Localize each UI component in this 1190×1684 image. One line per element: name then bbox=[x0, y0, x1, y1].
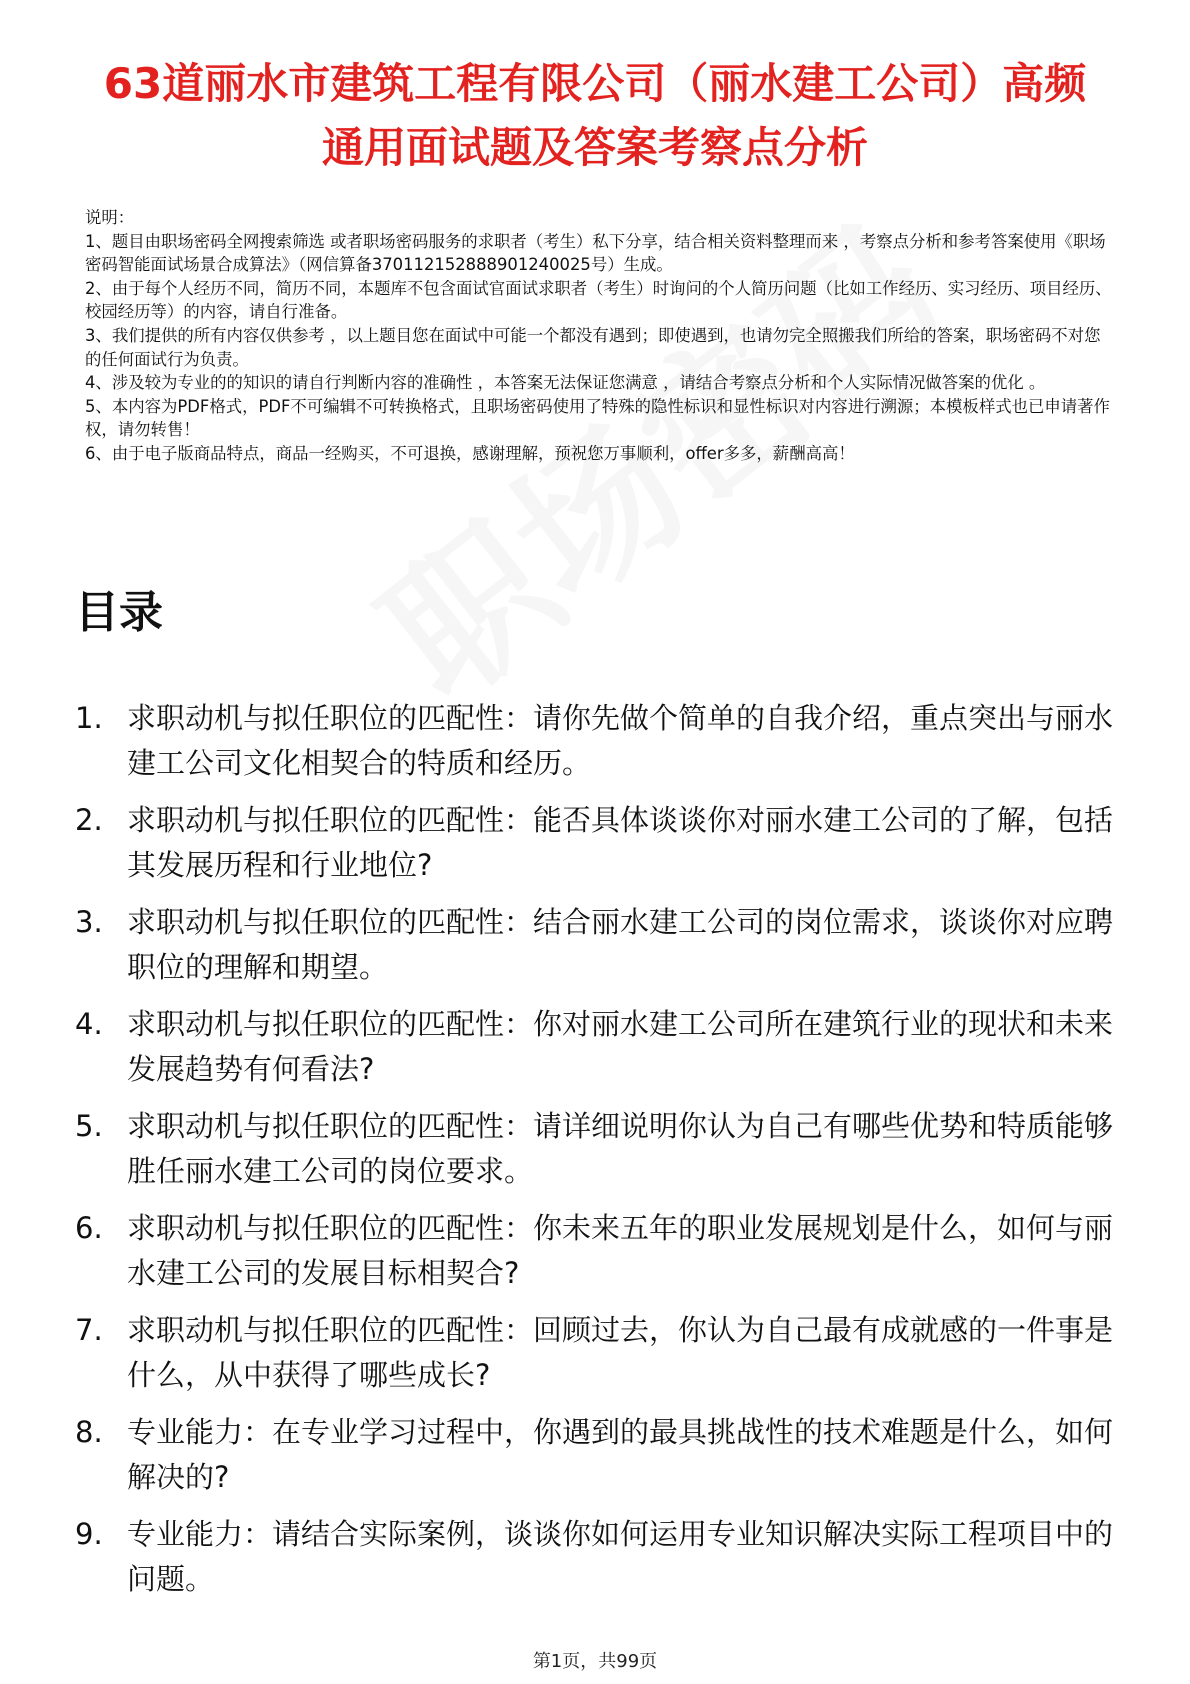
document-title: 63道丽水市建筑工程有限公司（丽水建工公司）高频通用面试题及答案考察点分析 bbox=[103, 59, 1087, 172]
note-item: 2、由于每个人经历不同，简历不同，本题库不包含面试官面试求职者（考生）时询问的个人简历问题（比如工作经历、实习经历、项目经历、校园经历等）的内容，请自行准备。 bbox=[85, 278, 1112, 322]
toc-item-text: 求职动机与拟任职位的匹配性：你未来五年的职业发展规划是什么，如何与丽水建工公司的发展目标相契合? bbox=[127, 1211, 1114, 1290]
toc-item[interactable] bbox=[75, 1206, 1115, 1296]
toc-item-text: 专业能力：请结合实际案例，谈谈你如何运用专业知识解决实际工程项目中的问题。 bbox=[127, 1517, 1114, 1596]
toc-item[interactable] bbox=[75, 1104, 1115, 1194]
toc-item-number: 3. bbox=[75, 905, 103, 939]
toc-item[interactable] bbox=[75, 798, 1115, 888]
toc-item-text: 求职动机与拟任职位的匹配性：能否具体谈谈你对丽水建工公司的了解，包括其发展历程和行业地位? bbox=[127, 803, 1114, 882]
toc-item[interactable] bbox=[75, 1512, 1115, 1602]
toc-item-number: 7. bbox=[75, 1313, 103, 1347]
note-item: 6、由于电子版商品特点，商品一经购买，不可退换，感谢理解，预祝您万事顺利，offer多多，薪酬高高！ bbox=[85, 443, 855, 463]
notes-heading: 说明： bbox=[85, 208, 135, 227]
toc-heading: 目录 bbox=[75, 587, 163, 638]
toc-item[interactable] bbox=[75, 696, 1115, 786]
toc-item-number: 2. bbox=[75, 803, 103, 837]
note-item: 5、本内容为PDF格式，PDF不可编辑不可转换格式，且职场密码使用了特殊的隐性标识和显性标识对内容进行溯源；本模板样式也已申请著作权，请勿转售！ bbox=[85, 396, 1110, 440]
toc-item-text: 求职动机与拟任职位的匹配性：你对丽水建工公司所在建筑行业的现状和未来发展趋势有何看法? bbox=[127, 1007, 1114, 1086]
toc-item-text: 求职动机与拟任职位的匹配性：请详细说明你认为自己有哪些优势和特质能够胜任丽水建工公司的岗位要求。 bbox=[127, 1109, 1114, 1188]
toc-item[interactable] bbox=[75, 900, 1115, 990]
toc-item-text: 专业能力：在专业学习过程中，你遇到的最具挑战性的技术难题是什么，如何解决的? bbox=[127, 1415, 1114, 1494]
page-footer: 第1页，共99页 bbox=[532, 1651, 658, 1672]
notes-section bbox=[85, 206, 1115, 466]
note-item: 4、涉及较为专业的的知识的请自行判断内容的准确性 ，本答案无法保证您满意 ，请结合考察点分析和个人实际情况做答案的优化 。 bbox=[85, 373, 1046, 393]
toc-item-number: 8. bbox=[75, 1415, 103, 1449]
toc-item-text: 求职动机与拟任职位的匹配性：结合丽水建工公司的岗位需求，谈谈你对应聘职位的理解和期望。 bbox=[127, 905, 1114, 984]
toc-item-number: 6. bbox=[75, 1211, 103, 1245]
note-item: 1、题目由职场密码全网搜索筛选 或者职场密码服务的求职者（考生）私下分享，结合相关资料整理而来 ，考察点分析和参考答案使用《职场密码智能面试场景合成算法》（网信算备370112152888901240025号）生成。 bbox=[85, 231, 1106, 275]
toc-item-number: 5. bbox=[75, 1109, 103, 1143]
toc-item-text: 求职动机与拟任职位的匹配性：请你先做个简单的自我介绍，重点突出与丽水建工公司文化相契合的特质和经历。 bbox=[127, 701, 1114, 780]
toc-item-number: 1. bbox=[75, 701, 103, 735]
table-of-contents bbox=[75, 696, 1115, 1614]
toc-item-number: 9. bbox=[75, 1517, 103, 1551]
toc-item[interactable] bbox=[75, 1002, 1115, 1092]
toc-item[interactable] bbox=[75, 1308, 1115, 1398]
note-item: 3、我们提供的所有内容仅供参考 ，以上题目您在面试中可能一个都没有遇到；即使遇到，也请勿完全照搬我们所给的答案，职场密码不对您的任何面试行为负责。 bbox=[85, 325, 1101, 369]
toc-item-text: 求职动机与拟任职位的匹配性：回顾过去，你认为自己最有成就感的一件事是什么，从中获得了哪些成长? bbox=[127, 1313, 1114, 1392]
toc-item[interactable] bbox=[75, 1410, 1115, 1500]
toc-item-number: 4. bbox=[75, 1007, 103, 1041]
